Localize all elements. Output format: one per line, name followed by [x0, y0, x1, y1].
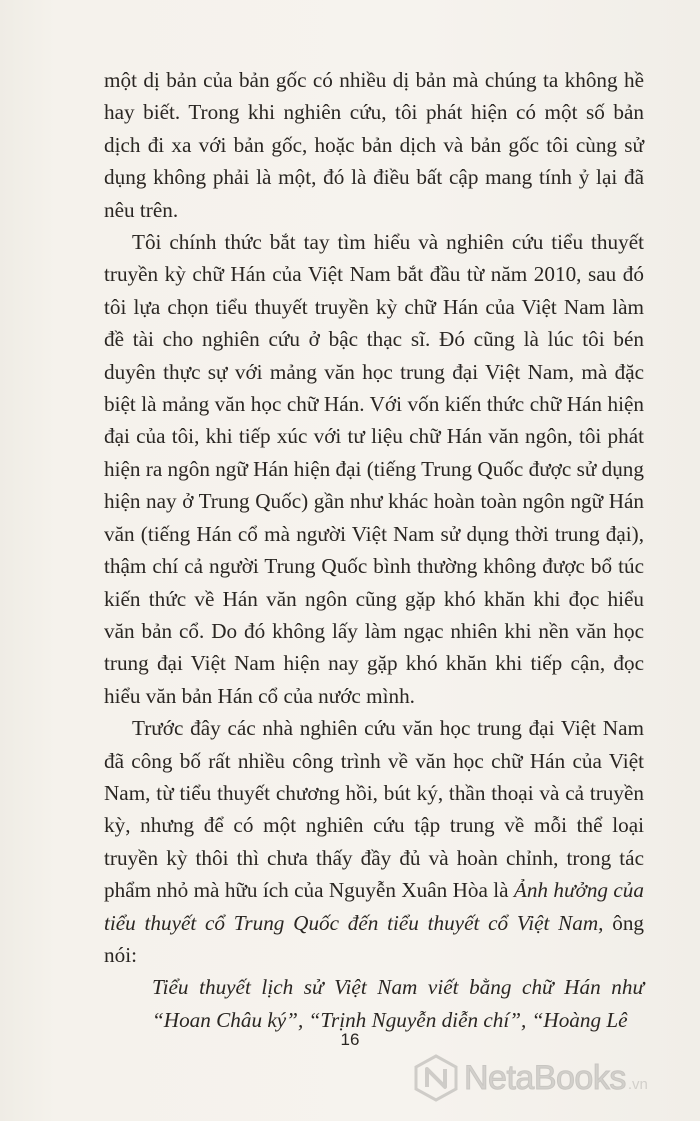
- watermark: [412, 1052, 682, 1104]
- paragraph-1: một dị bản của bản gốc có nhiều dị bản mà chúng ta không hề hay biết. Trong khi nghiên cứu, tôi phát hiện có một số bản dịch đi xa với bản gốc, hoặc bản dịch và bản gốc tôi cùng sử dụng không phải là một, đó là điều bất cập mang tính ỷ lại đã nêu trên.: [104, 68, 644, 222]
- paragraph-3: [104, 712, 644, 971]
- watermark-brand: NetaBooks: [464, 1058, 626, 1097]
- paragraph-3-text: Trước đây các nhà nghiên cứu văn học trung đại Việt Nam đã công bố rất nhiều công trình về văn học chữ Hán của Việt Nam, từ tiểu thuyết chương hồi, bút ký, thần thoại và cả truyền kỳ, nhưng để có một nghiên cứu tập trung về mỗi thể loại truyền kỳ thôi thì chưa thấy đầy đủ và hoàn chỉnh, trong tác phẩm nhỏ mà hữu ích của Nguyễn Xuân Hòa là: [104, 716, 644, 903]
- block-quote: Tiểu thuyết lịch sử Việt Nam viết bằng chữ Hán như “Hoan Châu ký”, “Trịnh Nguyễn diễn chí”, “Hoàng Lê: [152, 975, 644, 1032]
- paragraph-3-end: ông nói:: [104, 910, 645, 967]
- body-text: [104, 64, 644, 1036]
- netabooks-logo-icon: [412, 1054, 460, 1102]
- watermark-suffix: .vn: [627, 1075, 648, 1093]
- paragraph-2: Tôi chính thức bắt tay tìm hiểu và nghiên cứu tiểu thuyết truyền kỳ chữ Hán của Việt Nam bắt đầu từ năm 2010, sau đó tôi lựa chọn tiểu thuyết truyền kỳ chữ Hán của Việt Nam làm đề tài cho nghiên cứu ở bậc thạc sĩ. Đó cũng là lúc tôi bén duyên thực sự với mảng văn học trung đại Việt Nam, mà đặc biệt là mảng văn học chữ Hán. Với vốn kiến thức chữ Hán hiện đại của tôi, khi tiếp xúc với tư liệu chữ Hán văn ngôn, tôi phát hiện ra ngôn ngữ Hán hiện đại (tiếng Trung Quốc được sử dụng hiện nay ở Trung Quốc) gần như khác hoàn toàn ngôn ngữ Hán văn (tiếng Hán cổ mà người Việt Nam sử dụng thời trung đại), thậm chí cả người Trung Quốc bình thường không được bổ túc kiến thức về Hán văn ngôn cũng gặp khó khăn khi đọc hiểu văn bản cổ. Do đó không lấy làm ngạc nhiên khi nền văn học trung đại Việt Nam hiện nay gặp khó khăn khi tiếp cận, đọc hiểu văn bản Hán cổ của nước mình.: [104, 230, 644, 708]
- page-number: 16: [340, 1030, 360, 1049]
- book-title: Ảnh hưởng của tiểu thuyết cổ Trung Quốc đến tiểu thuyết cổ Việt Nam,: [104, 878, 644, 935]
